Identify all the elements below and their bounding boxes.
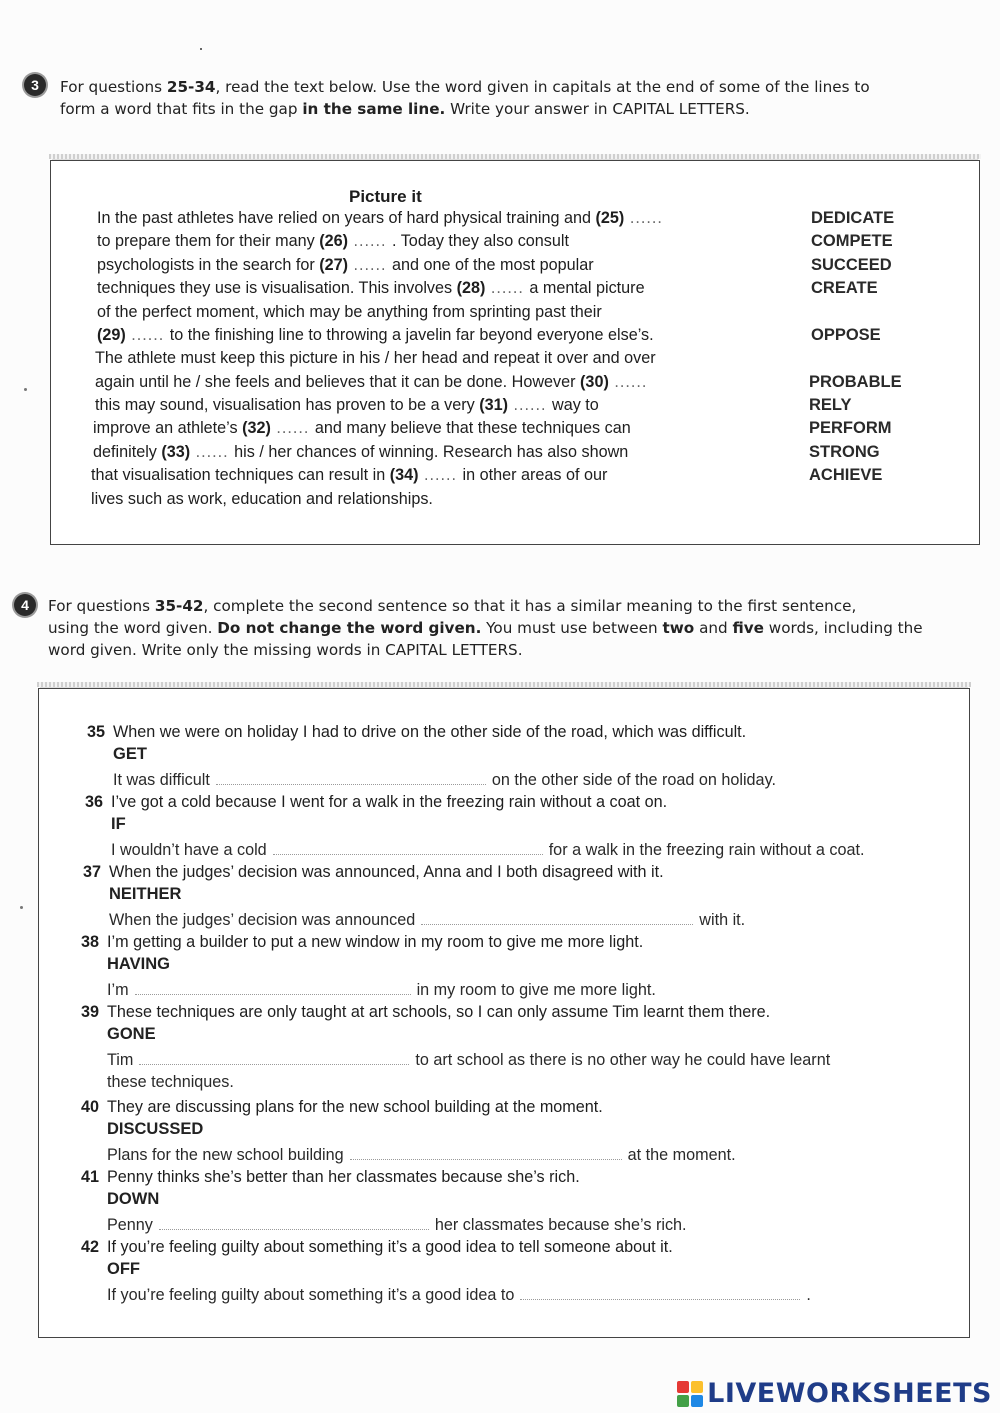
answer-gap[interactable]: ...... [624,209,663,227]
gap-number: (33) [161,443,191,461]
answer-sentence: I wouldn’t have a cold for a walk in the freezing rain without a coat. [111,841,865,859]
answer-sentence: If you’re feeling guilty about something it’s a good idea to . [107,1286,811,1304]
text-line: that visualisation techniques can result in (34) ...... in other areas of our [91,466,608,484]
gap-number: (31) [479,396,509,414]
exercise-3-number: 3 [24,74,46,96]
exercise-4-box [38,688,970,1338]
text-line: (29) ...... to the finishing line to throwing a javelin far beyond everyone else’s. [97,326,654,344]
answer-sentence-continued: these techniques. [107,1073,234,1091]
logo-square-yellow [691,1381,703,1393]
text-line: of the perfect moment, which may be anything from sprinting past their [97,303,602,321]
text-line: to prepare them for their many (26) ...... . Today they also consult [97,232,569,250]
text-line: again until he / she feels and believes that it can be done. However (30) ...... [95,373,648,391]
question-number: 41 [81,1168,100,1186]
text-title: Picture it [349,187,422,206]
gap-number: (34) [389,466,419,484]
text-line: The athlete must keep this picture in his / her head and repeat it over and over [95,349,656,367]
word-in-capitals: CREATE [811,279,878,297]
question-sentence: When the judges’ decision was announced, Anna and I both disagreed with it. [109,863,664,881]
question-sentence: I’m getting a builder to put a new window in my room to give me more light. [107,933,644,951]
question-number: 42 [81,1238,100,1256]
answer-sentence: Plans for the new school building at the moment. [107,1146,736,1164]
answer-gap[interactable]: ...... [125,326,170,344]
exercise-4-instructions: For questions 35-42, complete the second sentence so that it has a similar meaning to the first sentence, using the word given. Do not change the word given. You must use between two and five words, including the word given. Write only the missing words in CAPITAL LETTERS. [48,597,923,659]
gap-number: (26) [319,232,349,250]
gap-number: (30) [580,373,609,391]
word-in-capitals: COMPETE [811,232,893,250]
question-sentence: If you’re feeling guilty about something it’s a good idea to tell someone about it. [107,1238,673,1256]
answer-input[interactable] [159,1215,429,1230]
gap-number: (25) [595,209,625,227]
text-line: psychologists in the search for (27) ...... and one of the most popular [97,256,594,274]
gap-number: (32) [242,419,271,437]
answer-gap[interactable]: ...... [348,232,393,250]
question-41 [81,1166,580,1188]
question-36 [85,791,667,813]
answer-gap[interactable]: ...... [485,279,530,297]
question-number: 36 [85,793,104,811]
scan-mark [20,906,23,909]
key-word: DISCUSSED [107,1120,204,1138]
question-37 [83,861,664,883]
exercise-4-number: 4 [14,594,36,616]
answer-input[interactable] [273,840,543,855]
gap-number: (29) [97,326,126,344]
scan-mark [24,388,27,391]
word-in-capitals: DEDICATE [811,209,895,227]
question-sentence: These techniques are only taught at art schools, so I can only assume Tim learnt them there. [107,1003,771,1021]
answer-gap[interactable]: ...... [348,256,393,274]
answer-input[interactable] [421,910,693,925]
question-number: 35 [87,723,106,741]
question-number: 39 [81,1003,100,1021]
liveworksheets-wordmark: LIVEWORKSHEETS [707,1378,992,1409]
key-word: GET [113,745,147,763]
text-line: In the past athletes have relied on years of hard physical training and (25) ...... [97,209,663,227]
word-in-capitals: STRONG [809,443,880,461]
key-word: IF [111,815,126,833]
answer-input[interactable] [216,770,486,785]
answer-sentence: It was difficult on the other side of the road on holiday. [113,771,776,789]
question-sentence: When we were on holiday I had to drive on the other side of the road, which was difficult. [113,723,747,741]
answer-gap[interactable]: ...... [190,443,235,461]
logo-square-red [677,1381,689,1393]
word-in-capitals: OPPOSE [811,326,881,344]
answer-gap[interactable]: ...... [418,466,463,484]
question-number: 38 [81,933,100,951]
answer-input[interactable] [350,1145,622,1160]
gap-number: (28) [456,279,486,297]
key-word: OFF [107,1260,140,1278]
question-38 [81,931,643,953]
logo-square-green [677,1395,689,1407]
answer-input[interactable] [520,1285,800,1300]
answer-gap[interactable]: ...... [608,373,648,391]
word-in-capitals: RELY [809,396,852,414]
question-35 [87,721,746,743]
liveworksheets-logo [677,1378,992,1409]
question-sentence: Penny thinks she’s better than her classmates because she’s rich. [107,1168,580,1186]
answer-sentence: I’m in my room to give me more light. [107,981,656,999]
liveworksheets-logo-icon [677,1381,703,1407]
word-in-capitals: PERFORM [809,419,892,437]
gap-number: (27) [319,256,349,274]
text-line: this may sound, visualisation has proven to be a very (31) ...... way to [95,396,599,414]
exercise-3-instructions: For questions 25-34, read the text below. Use the word given in capitals at the end of some of the lines to form a word that fits in the gap in the same line. Write your answer in CAPITAL LETTERS. [60,78,870,118]
question-39 [81,1001,770,1023]
key-word: GONE [107,1025,156,1043]
scan-mark [200,48,202,50]
answer-input[interactable] [139,1050,409,1065]
text-line: improve an athlete’s (32) ...... and many believe that these techniques can [93,419,631,437]
key-word: HAVING [107,955,170,973]
question-40 [81,1096,603,1118]
answer-input[interactable] [135,980,411,995]
answer-sentence: Penny her classmates because she’s rich. [107,1216,687,1234]
exercise-3-text-box [50,160,980,545]
logo-square-blue [691,1395,703,1407]
key-word: NEITHER [109,885,182,903]
answer-gap[interactable]: ...... [508,396,552,414]
answer-gap[interactable]: ...... [270,419,315,437]
text-line: lives such as work, education and relationships. [91,490,433,508]
text-line: definitely (33) ...... his / her chances of winning. Research has also shown [93,443,629,461]
text-line: techniques they use is visualisation. This involves (28) ...... a mental picture [97,279,645,297]
answer-sentence: Tim to art school as there is no other way he could have learnt [107,1051,831,1069]
word-in-capitals: ACHIEVE [809,466,883,484]
answer-sentence: When the judges’ decision was announced with it. [109,911,746,929]
question-number: 37 [83,863,102,881]
key-word: DOWN [107,1190,160,1208]
word-in-capitals: SUCCEED [811,256,892,274]
word-in-capitals: PROBABLE [809,373,902,391]
question-sentence: I’ve got a cold because I went for a walk in the freezing rain without a coat on. [111,793,668,811]
question-sentence: They are discussing plans for the new school building at the moment. [107,1098,603,1116]
question-42 [81,1236,673,1258]
question-number: 40 [81,1098,100,1116]
